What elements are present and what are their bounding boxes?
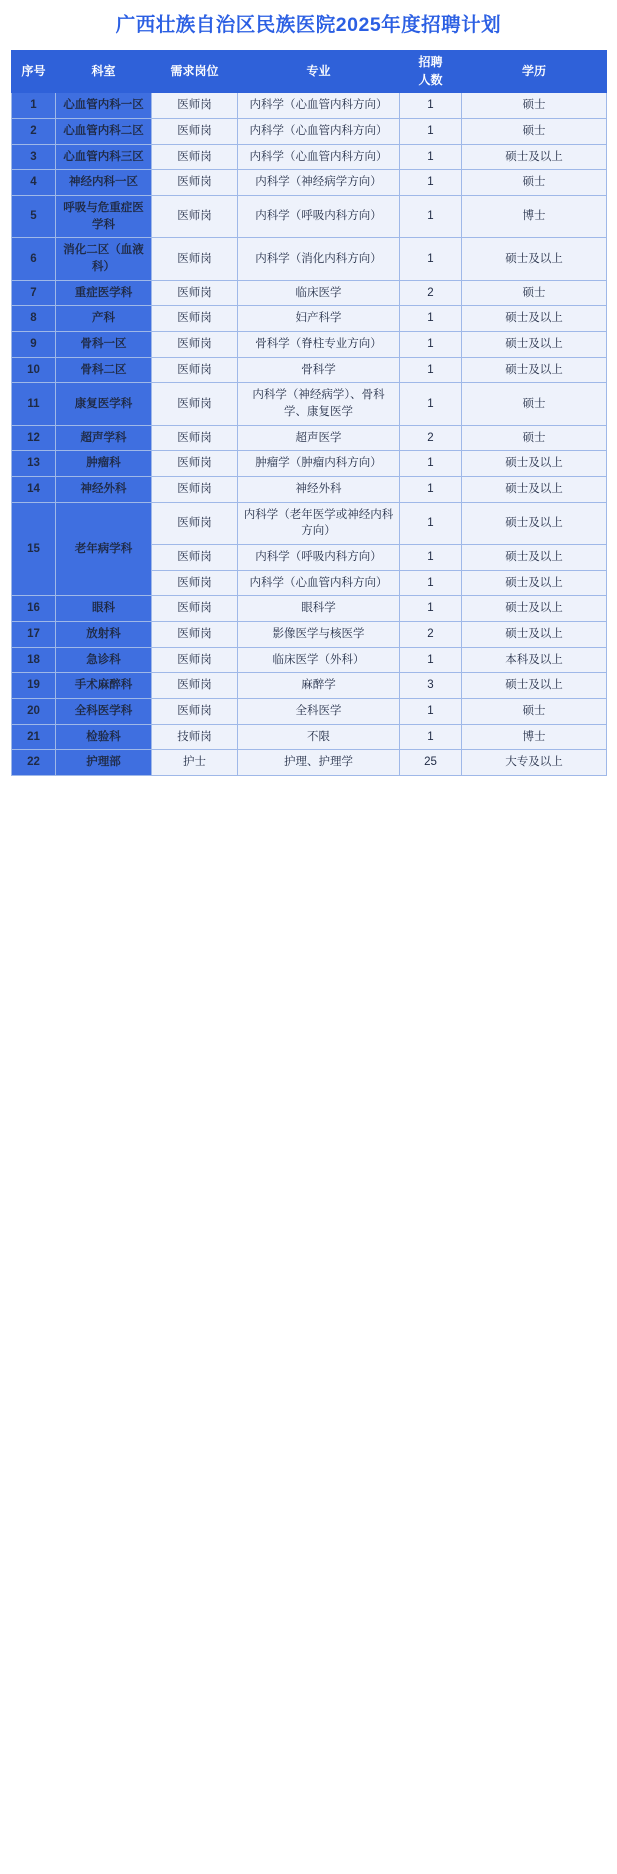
cell-post: 医师岗 <box>152 544 238 570</box>
cell-department: 消化二区（血液科） <box>56 238 152 280</box>
cell-major: 骨科学（脊柱专业方向） <box>238 331 400 357</box>
cell-department: 心血管内科二区 <box>56 118 152 144</box>
cell-degree: 硕士 <box>462 93 607 119</box>
cell-index: 21 <box>12 724 56 750</box>
cell-index: 20 <box>12 698 56 724</box>
cell-post: 医师岗 <box>152 118 238 144</box>
cell-post: 医师岗 <box>152 502 238 544</box>
cell-major: 不限 <box>238 724 400 750</box>
cell-index: 13 <box>12 451 56 477</box>
recruitment-plan-page <box>0 0 617 776</box>
cell-department: 放射科 <box>56 621 152 647</box>
cell-major: 影像医学与核医学 <box>238 621 400 647</box>
cell-major: 内科学（神经病学）、骨科学、康复医学 <box>238 383 400 425</box>
table-row <box>12 750 607 776</box>
table-row <box>12 425 607 451</box>
table-row <box>12 93 607 119</box>
cell-index: 17 <box>12 621 56 647</box>
cell-post: 医师岗 <box>152 647 238 673</box>
cell-post: 医师岗 <box>152 144 238 170</box>
cell-degree: 大专及以上 <box>462 750 607 776</box>
cell-count: 3 <box>400 673 462 699</box>
cell-index: 14 <box>12 476 56 502</box>
cell-post: 技师岗 <box>152 724 238 750</box>
cell-major: 超声医学 <box>238 425 400 451</box>
cell-index: 1 <box>12 93 56 119</box>
column-header-post: 需求岗位 <box>152 51 238 93</box>
cell-degree: 硕士及以上 <box>462 596 607 622</box>
cell-degree: 硕士 <box>462 118 607 144</box>
cell-count: 1 <box>400 195 462 237</box>
cell-major: 神经外科 <box>238 476 400 502</box>
page-title: 广西壮族自治区民族医院2025年度招聘计划 <box>115 14 502 36</box>
cell-major: 内科学（心血管内科方向） <box>238 93 400 119</box>
cell-major: 内科学（呼吸内科方向） <box>238 195 400 237</box>
table-row <box>12 383 607 425</box>
cell-department: 重症医学科 <box>56 280 152 306</box>
cell-post: 医师岗 <box>152 280 238 306</box>
cell-degree: 硕士及以上 <box>462 238 607 280</box>
table-row <box>12 596 607 622</box>
cell-post: 医师岗 <box>152 170 238 196</box>
cell-count: 2 <box>400 425 462 451</box>
cell-major: 护理、护理学 <box>238 750 400 776</box>
cell-index: 3 <box>12 144 56 170</box>
table-row <box>12 673 607 699</box>
cell-department: 护理部 <box>56 750 152 776</box>
cell-post: 医师岗 <box>152 673 238 699</box>
cell-post: 医师岗 <box>152 570 238 596</box>
cell-degree: 硕士及以上 <box>462 502 607 544</box>
cell-index: 2 <box>12 118 56 144</box>
table-row <box>12 170 607 196</box>
column-header-index: 序号 <box>12 51 56 93</box>
cell-department: 骨科二区 <box>56 357 152 383</box>
cell-post: 医师岗 <box>152 93 238 119</box>
cell-count: 2 <box>400 280 462 306</box>
cell-department: 眼科 <box>56 596 152 622</box>
cell-degree: 硕士及以上 <box>462 357 607 383</box>
table-row <box>12 698 607 724</box>
table-row <box>12 195 607 237</box>
cell-department: 急诊科 <box>56 647 152 673</box>
cell-count: 1 <box>400 647 462 673</box>
table-header <box>12 51 607 93</box>
cell-department: 检验科 <box>56 724 152 750</box>
table-row <box>12 357 607 383</box>
cell-post: 医师岗 <box>152 451 238 477</box>
cell-department: 产科 <box>56 306 152 332</box>
cell-major: 眼科学 <box>238 596 400 622</box>
table-row <box>12 118 607 144</box>
cell-index: 15 <box>12 502 56 596</box>
cell-count: 1 <box>400 596 462 622</box>
table-row <box>12 476 607 502</box>
table-row <box>12 306 607 332</box>
cell-post: 护士 <box>152 750 238 776</box>
cell-major: 内科学（呼吸内科方向） <box>238 544 400 570</box>
cell-degree: 硕士及以上 <box>462 570 607 596</box>
table-row <box>12 621 607 647</box>
cell-index: 12 <box>12 425 56 451</box>
cell-major: 肿瘤学（肿瘤内科方向） <box>238 451 400 477</box>
cell-major: 内科学（心血管内科方向） <box>238 570 400 596</box>
cell-department: 康复医学科 <box>56 383 152 425</box>
table-header-row <box>12 51 607 93</box>
cell-major: 临床医学（外科） <box>238 647 400 673</box>
column-header-department: 科室 <box>56 51 152 93</box>
cell-count: 1 <box>400 451 462 477</box>
cell-degree: 硕士及以上 <box>462 476 607 502</box>
cell-post: 医师岗 <box>152 331 238 357</box>
cell-major: 妇产科学 <box>238 306 400 332</box>
cell-count: 1 <box>400 331 462 357</box>
cell-degree: 硕士及以上 <box>462 621 607 647</box>
cell-department: 神经外科 <box>56 476 152 502</box>
column-header-degree: 学历 <box>462 51 607 93</box>
table-row <box>12 144 607 170</box>
cell-index: 10 <box>12 357 56 383</box>
cell-count: 1 <box>400 357 462 383</box>
cell-count: 2 <box>400 621 462 647</box>
cell-degree: 硕士及以上 <box>462 144 607 170</box>
cell-post: 医师岗 <box>152 195 238 237</box>
cell-index: 9 <box>12 331 56 357</box>
cell-degree: 硕士及以上 <box>462 544 607 570</box>
cell-department: 骨科一区 <box>56 331 152 357</box>
cell-degree: 硕士 <box>462 280 607 306</box>
cell-department: 肿瘤科 <box>56 451 152 477</box>
cell-department: 超声学科 <box>56 425 152 451</box>
cell-major: 内科学（消化内科方向） <box>238 238 400 280</box>
cell-count: 1 <box>400 306 462 332</box>
cell-post: 医师岗 <box>152 357 238 383</box>
cell-degree: 博士 <box>462 195 607 237</box>
cell-count: 1 <box>400 698 462 724</box>
column-header-count: 招聘 人数 <box>400 51 462 93</box>
cell-department: 全科医学科 <box>56 698 152 724</box>
cell-degree: 博士 <box>462 724 607 750</box>
cell-post: 医师岗 <box>152 596 238 622</box>
cell-degree: 硕士及以上 <box>462 673 607 699</box>
table-row <box>12 647 607 673</box>
table-row <box>12 280 607 306</box>
cell-count: 1 <box>400 476 462 502</box>
cell-index: 22 <box>12 750 56 776</box>
cell-major: 内科学（神经病学方向） <box>238 170 400 196</box>
table-row <box>12 451 607 477</box>
cell-post: 医师岗 <box>152 698 238 724</box>
cell-count: 1 <box>400 238 462 280</box>
cell-major: 骨科学 <box>238 357 400 383</box>
cell-index: 16 <box>12 596 56 622</box>
cell-post: 医师岗 <box>152 476 238 502</box>
cell-count: 1 <box>400 170 462 196</box>
cell-count: 1 <box>400 502 462 544</box>
cell-major: 临床医学 <box>238 280 400 306</box>
cell-index: 11 <box>12 383 56 425</box>
cell-department: 神经内科一区 <box>56 170 152 196</box>
recruitment-plan-table <box>11 50 607 776</box>
cell-major: 内科学（老年医学或神经内科方向） <box>238 502 400 544</box>
cell-degree: 硕士及以上 <box>462 451 607 477</box>
cell-post: 医师岗 <box>152 383 238 425</box>
cell-degree: 硕士 <box>462 383 607 425</box>
cell-index: 19 <box>12 673 56 699</box>
cell-post: 医师岗 <box>152 238 238 280</box>
cell-index: 5 <box>12 195 56 237</box>
cell-degree: 硕士 <box>462 170 607 196</box>
cell-department: 心血管内科三区 <box>56 144 152 170</box>
cell-index: 6 <box>12 238 56 280</box>
table-row <box>12 502 607 544</box>
cell-count: 1 <box>400 144 462 170</box>
cell-degree: 本科及以上 <box>462 647 607 673</box>
cell-index: 4 <box>12 170 56 196</box>
cell-department: 心血管内科一区 <box>56 93 152 119</box>
cell-index: 18 <box>12 647 56 673</box>
cell-department: 手术麻醉科 <box>56 673 152 699</box>
table-row <box>12 724 607 750</box>
cell-index: 7 <box>12 280 56 306</box>
cell-degree: 硕士及以上 <box>462 306 607 332</box>
cell-index: 8 <box>12 306 56 332</box>
cell-count: 1 <box>400 544 462 570</box>
cell-degree: 硕士及以上 <box>462 331 607 357</box>
cell-count: 1 <box>400 724 462 750</box>
table-body <box>12 93 607 776</box>
cell-count: 25 <box>400 750 462 776</box>
cell-count: 1 <box>400 383 462 425</box>
cell-major: 内科学（心血管内科方向） <box>238 144 400 170</box>
cell-count: 1 <box>400 93 462 119</box>
cell-major: 内科学（心血管内科方向） <box>238 118 400 144</box>
column-header-major: 专业 <box>238 51 400 93</box>
table-row <box>12 238 607 280</box>
table-row <box>12 331 607 357</box>
cell-post: 医师岗 <box>152 425 238 451</box>
cell-department: 老年病学科 <box>56 502 152 596</box>
cell-department: 呼吸与危重症医学科 <box>56 195 152 237</box>
cell-post: 医师岗 <box>152 621 238 647</box>
cell-major: 麻醉学 <box>238 673 400 699</box>
cell-count: 1 <box>400 570 462 596</box>
cell-major: 全科医学 <box>238 698 400 724</box>
cell-degree: 硕士 <box>462 698 607 724</box>
cell-post: 医师岗 <box>152 306 238 332</box>
cell-degree: 硕士 <box>462 425 607 451</box>
cell-count: 1 <box>400 118 462 144</box>
